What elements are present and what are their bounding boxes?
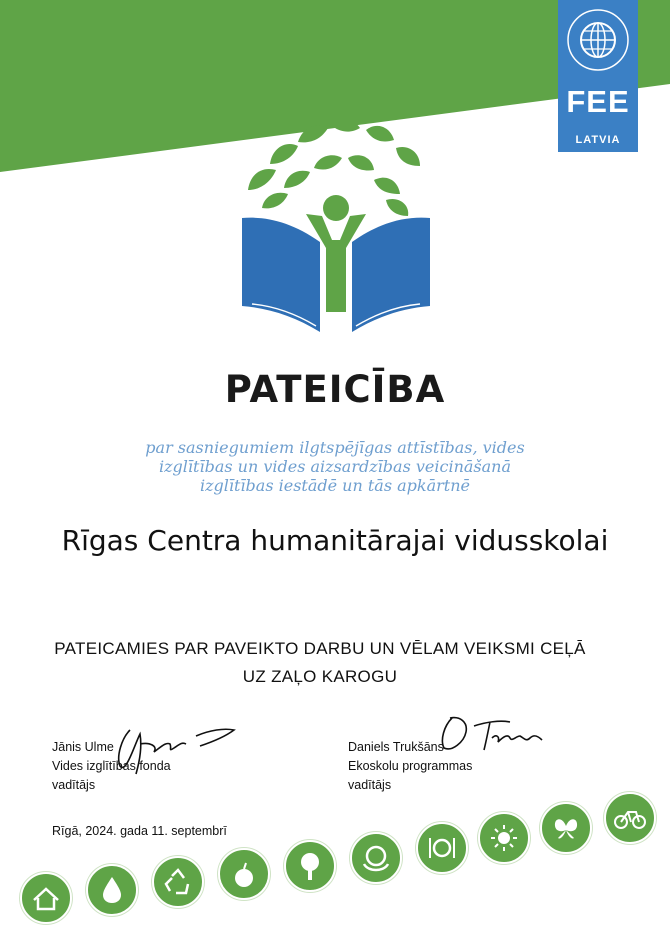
- subtitle-line-3: izglītības iestādē un tās apkārtnē: [199, 476, 471, 495]
- thank-you-message: [0, 635, 640, 691]
- signature-left-scribble: [100, 716, 240, 786]
- house-icon: [20, 872, 72, 924]
- globe-icon: [558, 0, 638, 80]
- eco-schools-tree-book-logo: [236, 122, 436, 337]
- signatory-left-role-line-1: Vides izglītības fonda: [52, 759, 171, 773]
- message-line-1: PATEICAMIES PAR PAVEIKTO DARBU UN VĒLAM VEIKSMI CEĻĀ: [54, 639, 586, 658]
- subtitle-line-1: par sasniegumiem ilgtspējīgas attīstības, vides: [145, 438, 525, 457]
- fee-logo-country: LATVIA: [575, 134, 621, 146]
- sun-icon: [478, 812, 530, 864]
- water-drop-icon: [86, 864, 138, 916]
- signature-right-scribble: [430, 712, 550, 756]
- butterfly-icon: [540, 802, 592, 854]
- recycle-icon: [152, 856, 204, 908]
- subtitle-line-2: izglītības un vides aizsardzības veicināšanā: [159, 457, 511, 476]
- fee-logo-title: FEE: [566, 84, 630, 119]
- signatory-right-role-line-2: vadītājs: [348, 778, 392, 792]
- apple-icon: [218, 848, 270, 900]
- message-line-2: UZ ZAĻO KAROGU: [242, 667, 398, 686]
- signatory-left-name: Jānis Ulme: [52, 740, 114, 754]
- plate-cutlery-icon: [416, 822, 468, 874]
- globe-hands-icon: [350, 832, 402, 884]
- signatory-left-role-line-2: vadītājs: [52, 778, 96, 792]
- signatory-right-name: Daniels Trukšāns: [348, 740, 444, 754]
- certificate-title: PATEICĪBA: [224, 368, 446, 411]
- tree-icon: [284, 840, 336, 892]
- recipient-name: Rīgas Centra humanitārajai vidusskolai: [61, 524, 609, 557]
- issue-date: Rīgā, 2024. gada 11. septembrī: [52, 824, 227, 838]
- signatory-right-role-line-1: Ekoskolu programmas: [348, 759, 473, 773]
- fee-latvia-logo: [558, 0, 638, 152]
- certificate-subtitle: [120, 438, 550, 495]
- bicycle-icon: [604, 792, 656, 844]
